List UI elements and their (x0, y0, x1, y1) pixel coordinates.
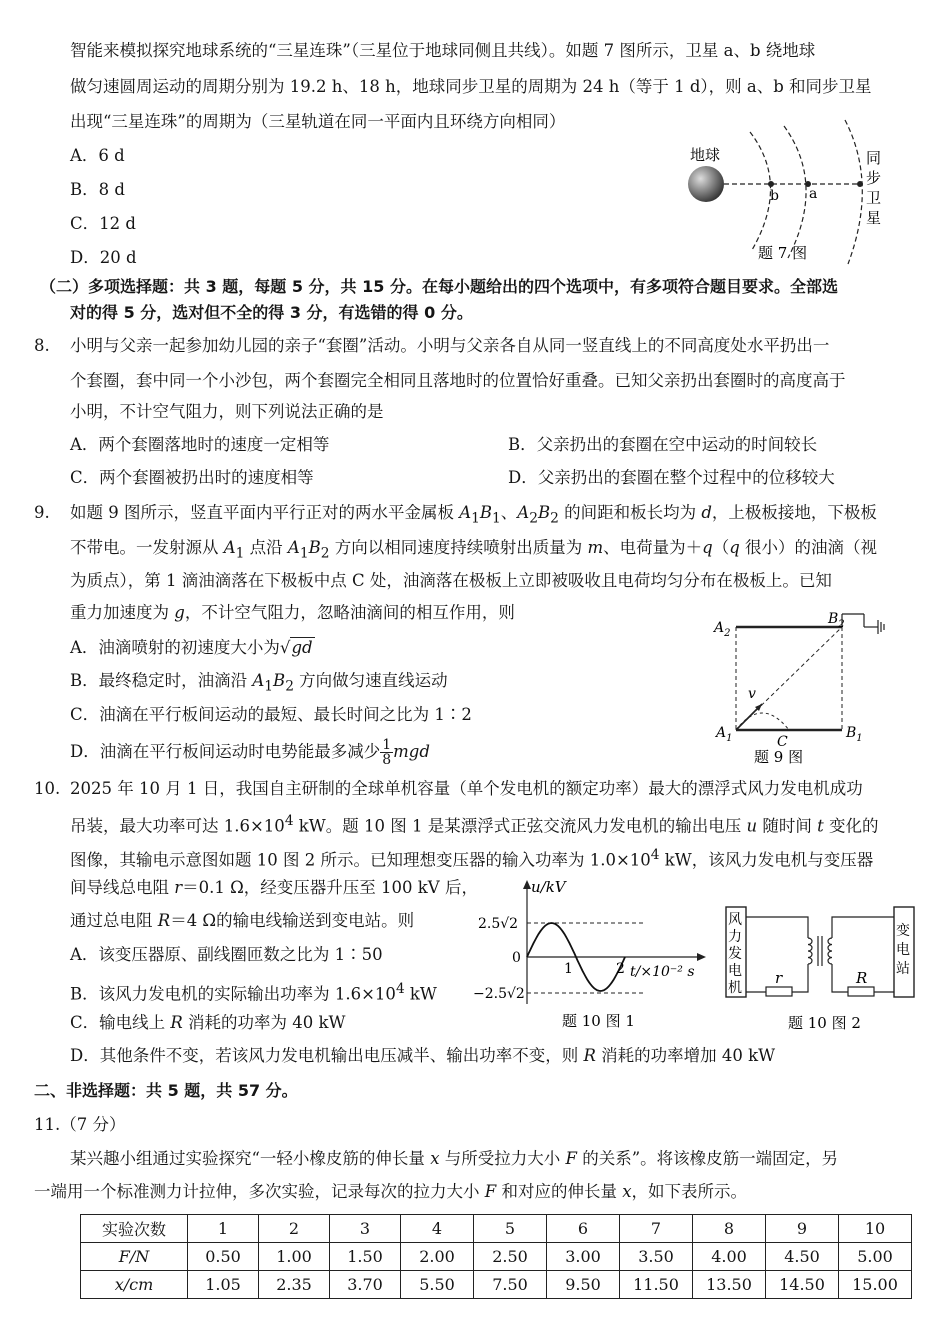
q9-figure-caption: 题 9 图 (754, 748, 804, 766)
q10-figure1 (470, 880, 710, 1040)
orbit-geo (845, 120, 862, 264)
table-cell: 3.70 (330, 1271, 401, 1299)
table-cell: 3 (330, 1215, 401, 1243)
table-cell: 9 (766, 1215, 839, 1243)
table-cell: 5.00 (839, 1243, 912, 1271)
table-header-row (81, 1215, 912, 1243)
label-b2: $B_2$ (828, 611, 845, 630)
q10-option-c[interactable]: C．输电线上 R 消耗的功率为 40 kW (70, 1013, 346, 1032)
table-cell: 8 (693, 1215, 766, 1243)
table-cell: 2 (259, 1215, 330, 1243)
q8-option-b[interactable]: B．父亲扔出的套圈在空中运动的时间较长 (508, 435, 818, 454)
generator-char-2: 力 (728, 929, 742, 945)
orbit-a (784, 126, 806, 258)
table-cell: 3.50 (620, 1243, 693, 1271)
q11-heading: 11.（7 分） (34, 1115, 126, 1134)
x-axis-label: t/×10⁻² s (630, 964, 695, 980)
y-axis-arrow-icon (523, 880, 531, 889)
q8-option-d[interactable]: D．父亲扔出的套圈在整个过程中的位移较大 (508, 468, 835, 487)
label-a1: $A_1$ (716, 725, 733, 744)
geo-label-2: 步 (866, 169, 882, 187)
q7-option-b[interactable]: B．8 d (70, 180, 125, 199)
table-cell: 2.00 (401, 1243, 474, 1271)
table-cell: 1.00 (259, 1243, 330, 1271)
table-cell: 实验次数 (81, 1215, 188, 1243)
q7-line1: 智能来模拟探究地球系统的“三星连珠”（三星位于地球同侧且共线）。如题 7 图所示，卫星 a、b 绕地球 (70, 41, 816, 60)
table-cell: 13.50 (693, 1271, 766, 1299)
q10-number: 10. (34, 779, 61, 798)
q10-option-a[interactable]: A．该变压器原、副线圈匝数之比为 1∶50 (70, 945, 383, 964)
table-cell: 2.35 (259, 1271, 330, 1299)
table-cell: 4.50 (766, 1243, 839, 1271)
secondary-coil-icon (828, 938, 832, 964)
table-cell: 11.50 (620, 1271, 693, 1299)
q11-line1: 某兴趣小组通过实验探究“一轻小橡皮筋的伸长量 x 与所受拉力大小 F 的关系”。将该橡皮筋一端固定，另 (70, 1149, 839, 1168)
q7-figure (680, 118, 900, 268)
q10-option-b[interactable]: B．该风力发电机的实际输出功率为 $1.6\times 10^4$ kW (70, 981, 437, 1004)
q9-line4: 重力加速度为 g，不计空气阻力，忽略油滴间的相互作用，则 (70, 603, 515, 622)
geo-label-3: 卫 (866, 189, 882, 207)
table-cell: 2.50 (474, 1243, 547, 1271)
table-cell: 3.00 (547, 1243, 620, 1271)
table-cell: 6 (547, 1215, 620, 1243)
satellite-geo (857, 181, 863, 187)
table-cell: 9.50 (547, 1271, 620, 1299)
section-multi-line1: （二）多项选择题：共 3 题，每题 5 分，共 15 分。在每小题给出的四个选项中，有多项符合题目要求。全部选 (40, 277, 838, 296)
label-a2: $A_2$ (714, 620, 731, 639)
label-r: r (775, 969, 783, 987)
q8-line2: 个套圈，套中同一个小沙包，两个套圈完全相同且落地时的位置恰好重叠。已知父亲扔出套圈时的高度高于 (70, 371, 846, 390)
q8-option-a[interactable]: A．两个套圈落地时的速度一定相等 (70, 435, 330, 454)
q7-option-d[interactable]: D．20 d (70, 248, 137, 267)
section-multi-line2: 对的得 5 分，选对但不全的得 3 分，有选错的得 0 分。 (70, 303, 473, 322)
table-cell: 4 (401, 1215, 474, 1243)
y-min-label: −2.5√2 (473, 986, 525, 1002)
label-a: a (809, 186, 818, 202)
table-cell: 5 (474, 1215, 547, 1243)
q8-option-c[interactable]: C．两个套圈被扔出时的速度相等 (70, 468, 314, 487)
q11-data-table (80, 1214, 912, 1299)
resistor-R (848, 987, 874, 996)
resistor-r (766, 987, 792, 996)
generator-char-4: 电 (728, 963, 742, 979)
earth-label: 地球 (690, 146, 721, 164)
table-cell: 15.00 (839, 1271, 912, 1299)
substation-char-3: 站 (896, 961, 910, 977)
q8-line1: 小明与父亲一起参加幼儿园的亲子“套圈”活动。小明与父亲各自从同一竖直线上的不同高度处水平扔出一 (70, 336, 830, 355)
satellite-b (768, 181, 774, 187)
q7-line2: 做匀速圆周运动的周期分别为 19.2 h、18 h，地球同步卫星的周期为 24 h（等于 1 d），则 a、b 和同步卫星 (70, 77, 872, 96)
table-cell: 4.00 (693, 1243, 766, 1271)
table-cell: 5.50 (401, 1271, 474, 1299)
q10-line3: 图像，其输电示意图如题 10 图 2 所示。已知理想变压器的输入功率为 $1.0\times 10^4$ kW，该风力发电机与变压器 (70, 847, 874, 870)
x-axis-arrow-icon (697, 953, 706, 961)
generator-char-3: 发 (728, 946, 742, 962)
table-cell: 7.50 (474, 1271, 547, 1299)
q10-line2: 吊装，最大功率可达 $1.6\times 10^4$ kW。题 10 图 1 是某漂浮式正弦交流风力发电机的输出电压 u 随时间 t 变化的 (70, 813, 879, 836)
q10-line1: 2025 年 10 月 1 日，我国自主研制的全球单机容量（单个发电机的额定功率）最大的漂浮式风力发电机成功 (70, 779, 863, 798)
q9-figure (710, 606, 890, 770)
table-cell: 1 (188, 1215, 259, 1243)
table-cell: 14.50 (766, 1271, 839, 1299)
table-cell: 10 (839, 1215, 912, 1243)
section2-title: 二、非选择题：共 5 题，共 57 分。 (34, 1081, 298, 1100)
tick-1-label: 1 (564, 961, 573, 977)
table-cell: 7 (620, 1215, 693, 1243)
q9-line2: 不带电。一发射源从 $A_1$ 点沿 $A_1B_2$ 方向以相同速度持续喷射出质量为 m、电荷量为＋q（q 很小）的油滴（视 (70, 538, 878, 562)
geo-label-4: 星 (866, 209, 882, 227)
q7-option-c[interactable]: C．12 d (70, 214, 136, 233)
table-cell: F/N (81, 1243, 188, 1271)
label-b: b (770, 188, 779, 204)
primary-coil-icon (808, 938, 812, 964)
label-b1: $B_1$ (846, 725, 863, 744)
q9-option-a[interactable]: A．油滴喷射的初速度大小为√gd (70, 638, 313, 657)
y-max-label: 2.5√2 (478, 916, 519, 932)
q9-option-b[interactable]: B．最终稳定时，油滴沿 $A_1B_2$ 方向做匀速直线运动 (70, 671, 448, 695)
q7-figure-caption: 题 7 图 (758, 244, 808, 262)
origin-label: 0 (512, 950, 521, 966)
q10-figure1-caption: 题 10 图 1 (562, 1012, 635, 1030)
table-cell: 1.50 (330, 1243, 401, 1271)
substation-char-2: 电 (896, 942, 910, 958)
q9-line3: 为质点），第 1 滴油滴落在下极板中点 C 处，油滴落在极板上立即被吸收且电荷均匀分布在极板上。已知 (70, 571, 832, 590)
table-row-extension (81, 1271, 912, 1299)
q10-option-d[interactable]: D．其他条件不变，若该风力发电机输出电压减半、输出功率不变，则 R 消耗的功率增加 40 kW (70, 1046, 776, 1065)
orbit-b (750, 132, 771, 250)
q9-option-c[interactable]: C．油滴在平行板间运动的最短、最长时间之比为 1∶2 (70, 705, 472, 724)
earth-icon (688, 166, 724, 202)
label-v: v (748, 686, 756, 702)
q7-line3: 出现“三星连珠”的周期为（三星轨道在同一平面内且环绕方向相同） (70, 112, 566, 131)
q9-line1: 如题 9 图所示，竖直平面内平行正对的两水平金属板 $A_1B_1$、$A_2B_2$ 的间距和板长均为 d，上极板接地，下极板 (70, 503, 877, 527)
y-axis-label: u/kV (531, 880, 566, 896)
geo-label-1: 同 (866, 149, 882, 167)
q10-figure2 (718, 900, 923, 1040)
q9-number: 9. (34, 503, 50, 522)
q7-option-a[interactable]: A．6 d (70, 146, 125, 165)
q8-number: 8. (34, 336, 50, 355)
substation-char-1: 变 (896, 923, 910, 939)
q10-figure2-caption: 题 10 图 2 (788, 1014, 861, 1032)
table-cell: 0.50 (188, 1243, 259, 1271)
table-cell: 1.05 (188, 1271, 259, 1299)
q10-line5: 通过总电阻 R＝4 Ω的输电线输送到变电站。则 (70, 911, 415, 930)
label-c: C (777, 734, 788, 750)
tick-2-label: 2 (616, 961, 625, 977)
q9-option-d[interactable]: D．油滴在平行板间运动时电势能最多减少 $\frac{1}{8}$ mgd (70, 737, 430, 768)
generator-char-1: 风 (728, 912, 742, 928)
label-R: R (856, 969, 868, 987)
q8-line3: 小明，不计空气阻力，则下列说法正确的是 (70, 402, 384, 421)
table-row-force (81, 1243, 912, 1271)
q11-line2: 一端用一个标准测力计拉伸，多次实验，记录每次的拉力大小 F 和对应的伸长量 x，如下表所示。 (34, 1182, 748, 1201)
table-cell: x/cm (81, 1271, 188, 1299)
generator-char-5: 机 (728, 980, 742, 996)
q10-line4: 间导线总电阻 r＝0.1 Ω，经变压器升压至 100 kV 后， (70, 878, 478, 897)
